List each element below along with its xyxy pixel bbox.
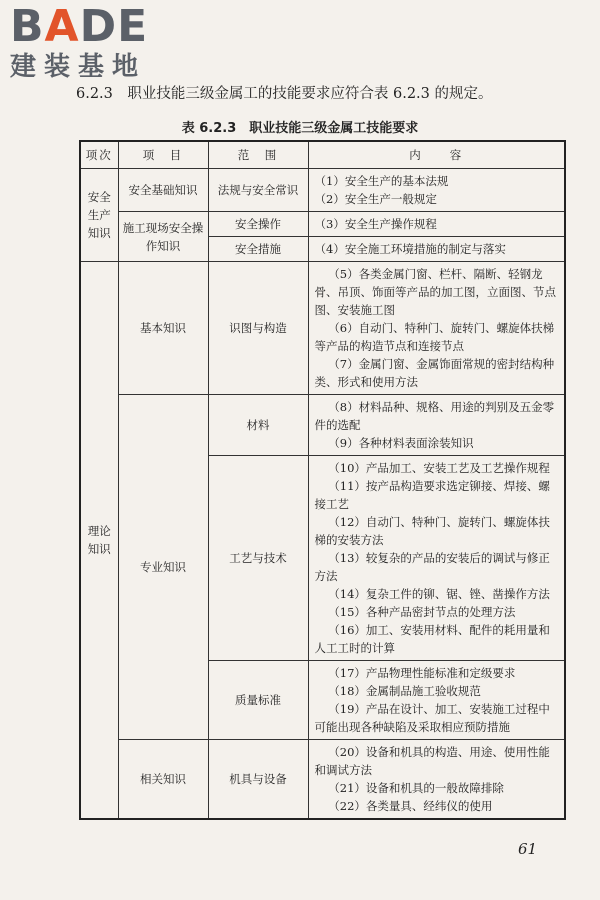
content-cell: （20）设备和机具的构造、用途、使用性能和调试方法 （21）设备和机具的一般故障排除 （22）各类量具、经纬仪的使用 [308,740,565,820]
logo-wordmark: BADE [10,1,149,52]
category-cell: 安全生产知识 [80,169,118,262]
scope-cell: 质量标准 [208,661,308,740]
table-row [80,395,565,456]
scope-cell: 工艺与技术 [208,456,308,661]
content-cell: （5）各类金属门窗、栏杆、隔断、轻钢龙骨、吊顶、饰面等产品的加工图，立面图、节点图、安装施工图 （6）自动门、特种门、旋转门、螺旋体扶梯等产品的构造节点和连接节点 （7）金属门窗、金属饰面常规的密封结构种类、形式和使用方法 [308,262,565,395]
header-scope: 范 围 [208,141,308,169]
item-cell: 相关知识 [118,740,208,820]
content-cell: （3）安全生产操作规程 [308,212,565,237]
item-cell: 基本知识 [118,262,208,395]
item-cell: 安全基础知识 [118,169,208,212]
scope-cell: 法规与安全常识 [208,169,308,212]
content-cell: （1）安全生产的基本法规 （2）安全生产一般规定 [308,169,565,212]
content-cell: （8）材料品种、规格、用途的判别及五金零件的选配 （9）各种材料表面涂装知识 [308,395,565,456]
intro-paragraph: 6.2.3 职业技能三级金属工的技能要求应符合表 6.2.3 的规定。 [76,86,493,102]
scope-cell: 识图与构造 [208,262,308,395]
item-cell: 专业知识 [118,395,208,740]
page-number: 61 [518,840,538,858]
content-cell: （17）产品物理性能标准和定级要求 （18）金属制品施工验收规范 （19）产品在设计、加工、安装施工过程中可能出现各种缺陷及采取相应预防措施 [308,661,565,740]
scope-cell: 安全操作 [208,212,308,237]
scope-cell: 材料 [208,395,308,456]
header-index: 项次 [80,141,118,169]
table-caption: 表 6.2.3 职业技能三级金属工技能要求 [181,121,419,136]
header-content: 内 容 [308,141,565,169]
category-cell: 理论知识 [80,262,118,820]
table-row [80,740,565,820]
table-row [80,169,565,212]
table-row [80,212,565,237]
scope-cell: 安全措施 [208,237,308,262]
logo-subtitle: 建装基地 [10,52,147,82]
logo [10,1,180,82]
scope-cell: 机具与设备 [208,740,308,820]
skill-requirements-table [79,140,566,820]
header-item: 项 目 [118,141,208,169]
item-cell: 施工现场安全操作知识 [118,212,208,262]
content-cell: （4）安全施工环境措施的制定与落实 [308,237,565,262]
table-header-row [80,141,565,169]
table-row [80,262,565,395]
content-cell: （10）产品加工、安装工艺及工艺操作规程 （11）按产品构造要求选定铆接、焊接、螺接工艺 （12）自动门、特种门、旋转门、螺旋体扶梯的安装方法 （13）较复杂的产品的安装后的调试与修正方法 （14）复杂工件的铆、锯、锉、凿操作方法 （15）各种产品密封节点的处理方法 （16）加工、安装用材料、配件的耗用量和人工工时的计算 [308,456,565,661]
